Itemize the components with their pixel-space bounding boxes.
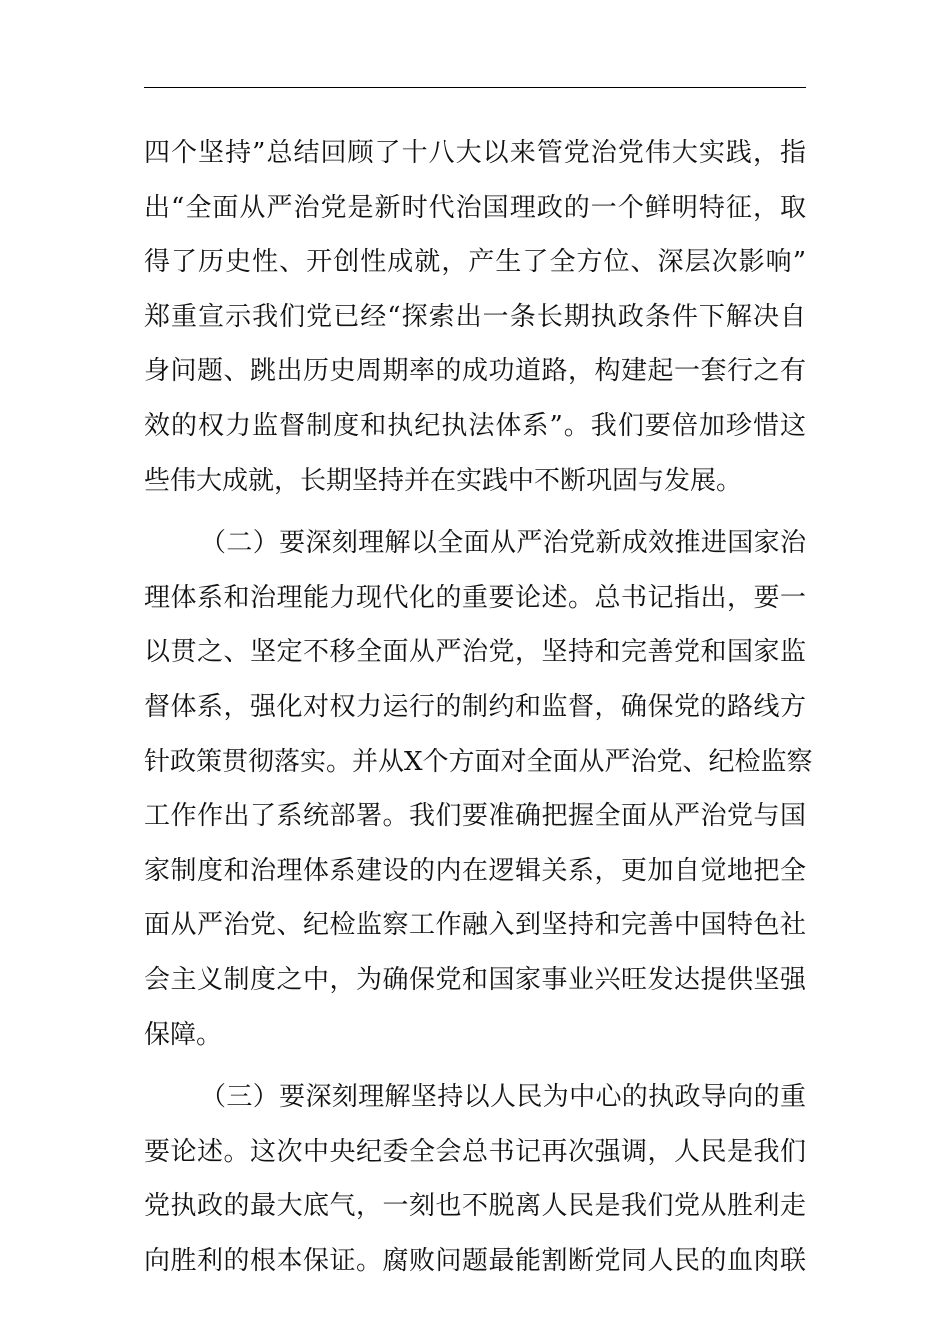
text-line: 四个坚持”总结回顾了十八大以来管党治党伟大实践，指 [144,138,806,168]
text-line: 以贯之、坚定不移全面从严治党，坚持和完善党和国家监 [144,637,806,668]
text-line: 家制度和治理体系建设的内在逻辑关系，更加自觉地把全 [144,855,806,886]
text-line: 党执政的最大底气，一刻也不脱离人民是我们党从胜利走 [144,1191,806,1222]
text-line: 督体系，强化对权力运行的制约和监督，确保党的路线方 [144,691,806,722]
text-line: 保障。 [144,1019,223,1050]
paragraph-gap [144,1062,806,1070]
text-line: 身问题、跳出历史周期率的成功道路，构建起一套行之有 [144,356,806,387]
text-line: 向胜利的根本保证。腐败问题最能割断党同人民的血肉联 [144,1245,806,1276]
text-line: （三）要深刻理解坚持以人民为中心的执政导向的重 [200,1082,806,1113]
text-line: 理体系和治理能力现代化的重要论述。总书记指出，要一 [144,582,806,613]
text-line: 郑重宣示我们党已经“探索出一条长期执政条件下解决自 [144,301,806,332]
document-body [144,126,813,1288]
text-line: 会主义制度之中，为确保党和国家事业兴旺发达提供坚强 [144,964,806,995]
text-line: 出“全面从严治党是新时代治国理政的一个鲜明特征，取 [144,192,806,223]
paragraph-1 [144,126,806,508]
text-line: 得了历史性、开创性成就，产生了全方位、深层次影响” [144,247,806,278]
text-line: 效的权力监督制度和执纪执法体系”。我们要倍加珍惜这 [144,410,806,441]
header-rule [144,87,806,88]
text-line: （二）要深刻理解以全面从严治党新成效推进国家治 [200,528,806,559]
text-line: 些伟大成就，长期坚持并在实践中不断巩固与发展。 [144,465,743,496]
paragraph-2 [144,516,813,1062]
text-line: 要论述。这次中央纪委全会总书记再次强调，人民是我们 [144,1136,806,1167]
paragraph-3 [144,1070,806,1288]
paragraph-gap [144,508,806,516]
text-line: 工作作出了系统部署。我们要准确把握全面从严治党与国 [144,801,806,832]
text-line: 面从严治党、纪检监察工作融入到坚持和完善中国特色社 [144,910,806,941]
text-line: 针政策贯彻落实。并从X个方面对全面从严治党、纪检监察 [144,746,813,777]
